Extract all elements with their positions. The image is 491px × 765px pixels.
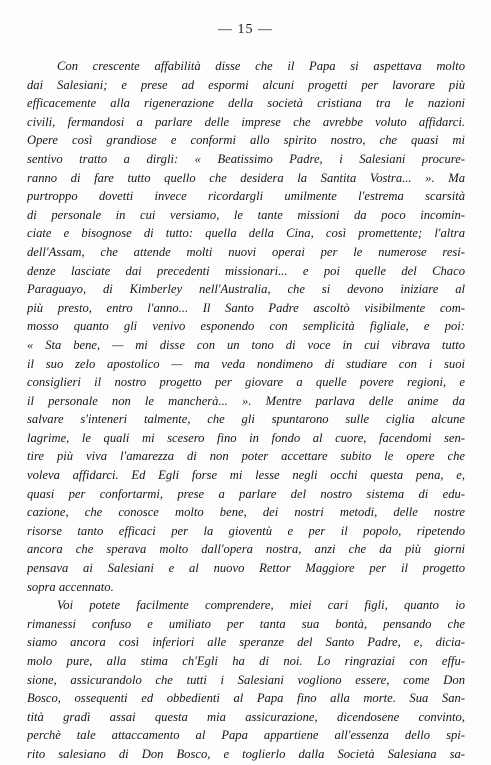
text-line: efficacemente alla rigenerazione della società cristiana tra le nazioni	[27, 96, 465, 111]
text-line: il suo zelo apostolico — ma veda nondimeno di studiare con i suoi	[27, 356, 465, 371]
text-line: tire più viva l'amarezza di non poter accettare subito le opere che	[27, 449, 465, 464]
text-line: consiglieri il nostro progetto per giovare a quelle povere regioni, e	[27, 375, 465, 390]
text-line: tità gradì assai questa mia assicurazione, dicendosene convinto,	[27, 709, 465, 724]
text-line: purtroppo dovetti invece ricordargli umilmente l'estrema scarsità	[27, 189, 465, 204]
text-line: rimanessi confuso e umiliato per tanta sua bontà, pensando che	[27, 616, 465, 631]
text-line: salvare s'inteneri talmente, che gli spuntarono sulle ciglia alcune	[27, 412, 465, 427]
text-line: sopra accennato.	[27, 579, 114, 594]
text-line: quasi per confortarmi, prese a parlare del nostro sistema di edu-	[27, 486, 465, 501]
text-line: ancora che sperava molto dall'opera nostra, anzi che da più giorni	[27, 542, 465, 557]
text-line: di personale in cui versiamo, le tante missioni da poco incomin-	[27, 207, 465, 222]
text-line: Bosco, ossequenti ed obbedienti al Papa fino alla morte. Sua San-	[27, 691, 465, 706]
text-line: lagrime, le quali mi scesero fino in fondo al cuore, facendomi sen-	[27, 430, 465, 445]
text-line: cazione, che conosce molto bene, dei nostri metodi, delle nostre	[27, 505, 465, 520]
text-line: mosso quanto gli venivo esponendo con semplicità figliale, e poi:	[27, 319, 465, 334]
text-line: pensava ai Salesiani e al nuovo Rettor Maggiore per il progetto	[27, 561, 465, 576]
text-line: siamo ancora così inferiori alle speranze del Santo Padre, e, dicia-	[27, 635, 465, 650]
body-text	[27, 57, 465, 764]
text-line: Paraguayo, di Kimberley nell'Australia, che si devono iniziare al	[27, 282, 465, 297]
text-line: rito salesiano di Don Bosco, e toglierlo dalla Società Salesiana sa-	[27, 746, 465, 761]
text-line: perchè tale attaccamento al Papa appartiene all'essenza dello spi-	[27, 728, 465, 743]
text-line: voleva affidarci. Ed Egli forse mi lesse negli occhi questa pena, e,	[27, 468, 465, 483]
text-line: dai Salesiani; e prese ad espormi alcuni progetti per lavorare più	[27, 77, 465, 92]
text-line: Opere così grandiose e conformi allo spirito nostro, che quasi mi	[27, 133, 465, 148]
text-line: Voi potete facilmente comprendere, miei cari figli, quanto io	[57, 598, 465, 613]
text-line: Con crescente affabilità disse che il Papa si aspettava molto	[57, 59, 465, 73]
text-line: molo pure, alla stima ch'Egli ha di noi. Lo ringraziai con effu-	[27, 654, 465, 668]
text-line: civili, fermandosi a parlare delle imprese che avrebbe voluto affidarci.	[27, 114, 465, 129]
text-line: il personale non le mancherà... ». Mentre parlava delle anime da	[27, 393, 465, 408]
text-line: « Sta bene, — mi disse con un tono di voce in cui vibrava tutto	[27, 337, 465, 352]
text-line: risorse tanto efficaci per la gioventù e per il popolo, ripetendo	[27, 523, 465, 538]
page-number: — 15 —	[218, 22, 273, 37]
text-line: ranno di fare tutto quello che desidera la Santita Vostra... ». Ma	[27, 170, 465, 185]
text-line: sentivo tratto a dirgli: « Beatissimo Padre, i Salesiani procure-	[27, 151, 465, 166]
text-line: sione, assicurandolo che tutti i Salesiani vogliono essere, come Don	[27, 672, 465, 687]
text-line: denze lasciate dai precedenti missionari... e poi quelle del Chaco	[27, 263, 465, 278]
text-line: dell'Assam, che attende molti nuovi operai per le numerose resi-	[27, 244, 465, 259]
text-line: ciate e bisognose di tutto: quella della Cina, così promettente; l'altra	[27, 226, 465, 241]
text-line: più presto, entro l'anno... Il Santo Padre ascoltò visibilmente com-	[27, 300, 465, 315]
